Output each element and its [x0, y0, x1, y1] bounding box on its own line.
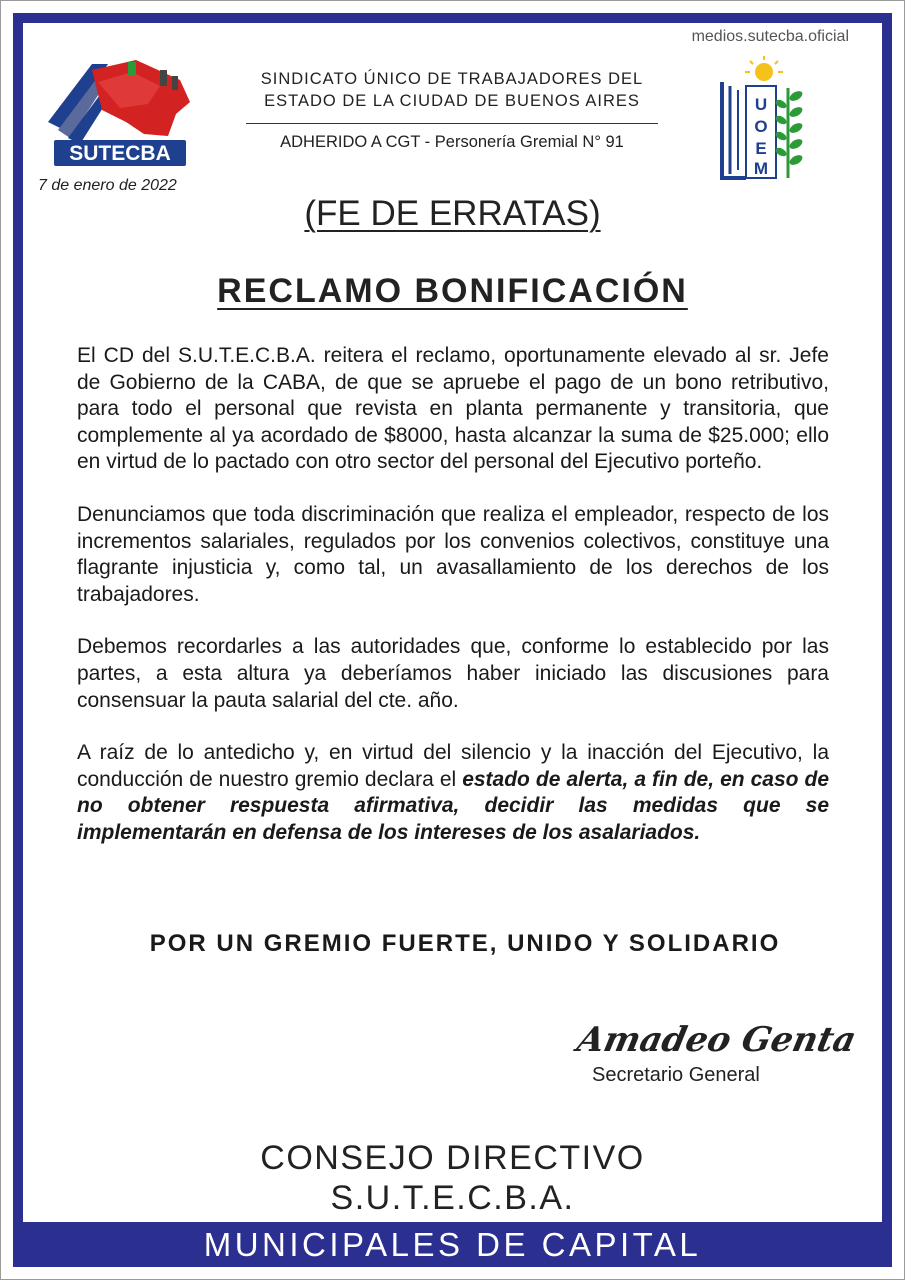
body-paragraph-4-emphasis: estado de alerta, a fin de, en caso de no obtener respuesta afirmativa, decidir las medidas que se implementarán en defensa de los intereses de los asalariados. [77, 767, 830, 844]
svg-text:U: U [754, 95, 768, 114]
uoem-logo-graphic [716, 56, 806, 184]
social-handle: medios.sutecba.oficial [691, 28, 849, 45]
document-title: RECLAMO BONIFICACIÓN [217, 272, 688, 310]
union-affiliation: ADHERIDO A CGT - Personería Gremial N° 91 [280, 133, 624, 151]
footer-banner [13, 1222, 892, 1267]
footer-banner-text: MUNICIPALES DE CAPITAL [203, 1225, 702, 1263]
body-paragraph-1: El CD del S.U.T.E.C.B.A. reitera el reclamo, oportunamente elevado al sr. Jefe de Gobierno de la CABA, de que se apruebe el pago de un bono retributivo, para todo el personal que revista en planta permanente y transitoria, que complemente al ya acordado de $8000, hasta alcanzar la suma de $25.000; ello en virtud de lo pactado con otro sector del personal del Ejecutivo porteño. [77, 344, 829, 474]
sutecba-logo [40, 52, 200, 170]
document-date: 7 de enero de 2022 [38, 177, 177, 194]
union-name-line-2: ESTADO DE LA CIUDAD DE BUENOS AIRES [264, 92, 640, 110]
body-paragraph-2: Denunciamos que toda discriminación que realiza el empleador, respecto de los incrementos salariales, regulados por los convenios colectivos, constituye una flagrante injusticia y, como tal, un avasallamiento de los derechos de los trabajadores. [77, 502, 829, 606]
svg-text:M: M [753, 159, 769, 178]
document-body [77, 343, 829, 873]
header-divider [246, 123, 658, 124]
errata-label: (FE DE ERRATAS) [304, 194, 601, 233]
signature-role: Secretario General [592, 1064, 760, 1086]
signature: Amadeo Genta [573, 1020, 860, 1060]
council-block [0, 1138, 905, 1218]
sutecba-logo-graphic [40, 52, 200, 170]
body-paragraph-4-plain: A raíz de lo antedicho y, en virtud del silencio y la inacción del Ejecutivo, la conducción de nuestro gremio declara el [77, 741, 829, 791]
council-line-2: S.U.T.E.C.B.A. [330, 1179, 575, 1217]
council-line-1: CONSEJO DIRECTIVO [260, 1139, 645, 1177]
svg-text:O: O [754, 117, 768, 136]
union-name-line-1: SINDICATO ÚNICO DE TRABAJADORES DEL [260, 70, 644, 88]
slogan: POR UN GREMIO FUERTE, UNIDO Y SOLIDARIO [149, 930, 781, 957]
svg-text:E: E [755, 139, 767, 158]
body-paragraph-3: Debemos recordarles a las autoridades que, conforme lo establecido por las partes, a esta altura ya deberíamos haber iniciado las discusiones para consensuar la pauta salarial del cte. año. [77, 635, 829, 712]
uoem-logo [716, 56, 806, 184]
sutecba-logo-text: SUTECBA [69, 142, 171, 165]
body-paragraph-4 [77, 740, 829, 846]
union-name [232, 68, 672, 112]
